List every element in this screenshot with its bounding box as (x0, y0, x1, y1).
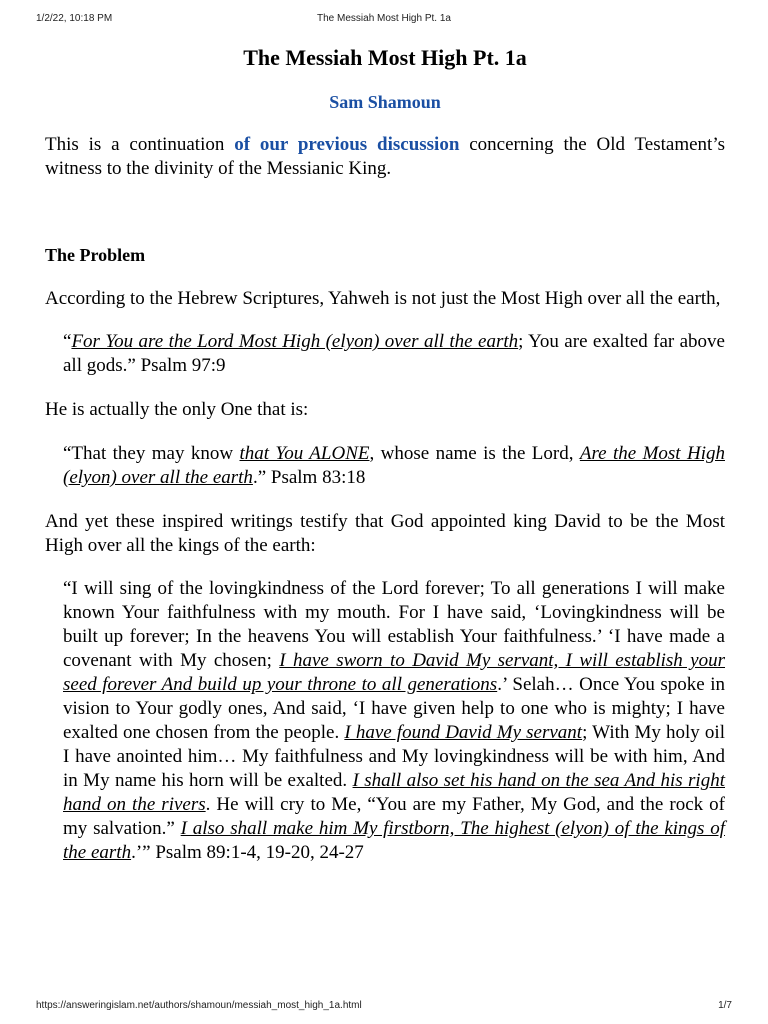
print-url: https://answeringislam.net/authors/shamoun/messiah_most_high_1a.html (36, 1000, 362, 1011)
paragraph-3: And yet these inspired writings testify that God appointed king David to be the Most High over all the kings of the earth: (45, 511, 725, 556)
paragraph-2: He is actually the only One that is: (45, 399, 309, 420)
article (45, 40, 725, 865)
print-page-number: 1/7 (718, 1000, 732, 1011)
quote-psalm-89 (45, 577, 725, 865)
paragraph-1: According to the Hebrew Scriptures, Yahweh is not just the Most High over all the earth, (45, 288, 721, 309)
quote2-emphasis-1: that You ALONE (239, 443, 370, 464)
quote1-open: “ (63, 331, 72, 352)
article-title: The Messiah Most High Pt. 1a (243, 45, 527, 70)
quote3-emphasis-2: I have found David My servant (344, 722, 583, 743)
intro-text-after: concerning the Old Testament’s witness to the divinity of the Messianic King. (45, 134, 725, 179)
previous-discussion-link[interactable]: of our previous discussion (234, 134, 460, 155)
quote3-emphasis-3: I shall also set his hand on the sea And his right hand on the rivers (63, 770, 725, 815)
author-line (45, 90, 725, 114)
quote3-text-3: ; With My holy oil I have anointed him… My faithfulness and My lovingkindness will be with him, And in My name his horn will be exalted. (63, 722, 725, 791)
quote1-emphasis: For You are the Lord Most High (elyon) over all the earth (71, 331, 519, 352)
print-datetime: 1/2/22, 10:18 PM (36, 13, 113, 24)
quote3-text-5: .’” Psalm 89:1-4, 19-20, 24-27 (131, 842, 364, 863)
quote3-emphasis-4: I also shall make him My firstborn, The highest (elyon) of the kings of the earth (63, 818, 725, 863)
quote3-text-1: “I will sing of the lovingkindness of the Lord forever; To all generations I will make known Your faithfulness with my mouth. For I have said, ‘Lovingkindness will be built up forever; In the heavens You will establish Your faithfulness.’ ‘I have made a covenant with My chosen; (63, 578, 725, 671)
quote2-text-1: “That they may know (63, 443, 240, 464)
author-link[interactable]: Sam Shamoun (329, 92, 441, 112)
quote3-text-4: . He will cry to Me, “You are my Father, My God, and the rock of my salvation.” (63, 794, 725, 839)
print-doc-title: The Messiah Most High Pt. 1a (317, 13, 451, 24)
quote3-text-2: .’ Selah… Once You spoke in vision to Your godly ones, And said, ‘I have given help to one who is mighty; I have exalted one chosen from the people. (63, 674, 725, 743)
quote3-emphasis-1: I have sworn to David My servant, I will establish your seed forever And build up your throne to all generations (63, 650, 726, 695)
section-heading: The Problem (45, 245, 146, 265)
quote2-text-2: , whose name is the Lord, (369, 443, 580, 464)
intro-paragraph (45, 133, 725, 181)
intro-text-before: This is a continuation (45, 134, 235, 155)
quote-psalm-83 (45, 442, 725, 490)
quote-psalm-97 (45, 330, 725, 378)
quote2-emphasis-2: Are the Most High (elyon) over all the earth (63, 443, 725, 488)
quote2-text-3: .” Psalm 83:18 (252, 467, 366, 488)
print-header (36, 13, 732, 27)
print-footer (36, 1000, 732, 1014)
quote1-rest: ; You are exalted far above all gods.” Psalm 97:9 (63, 331, 725, 376)
